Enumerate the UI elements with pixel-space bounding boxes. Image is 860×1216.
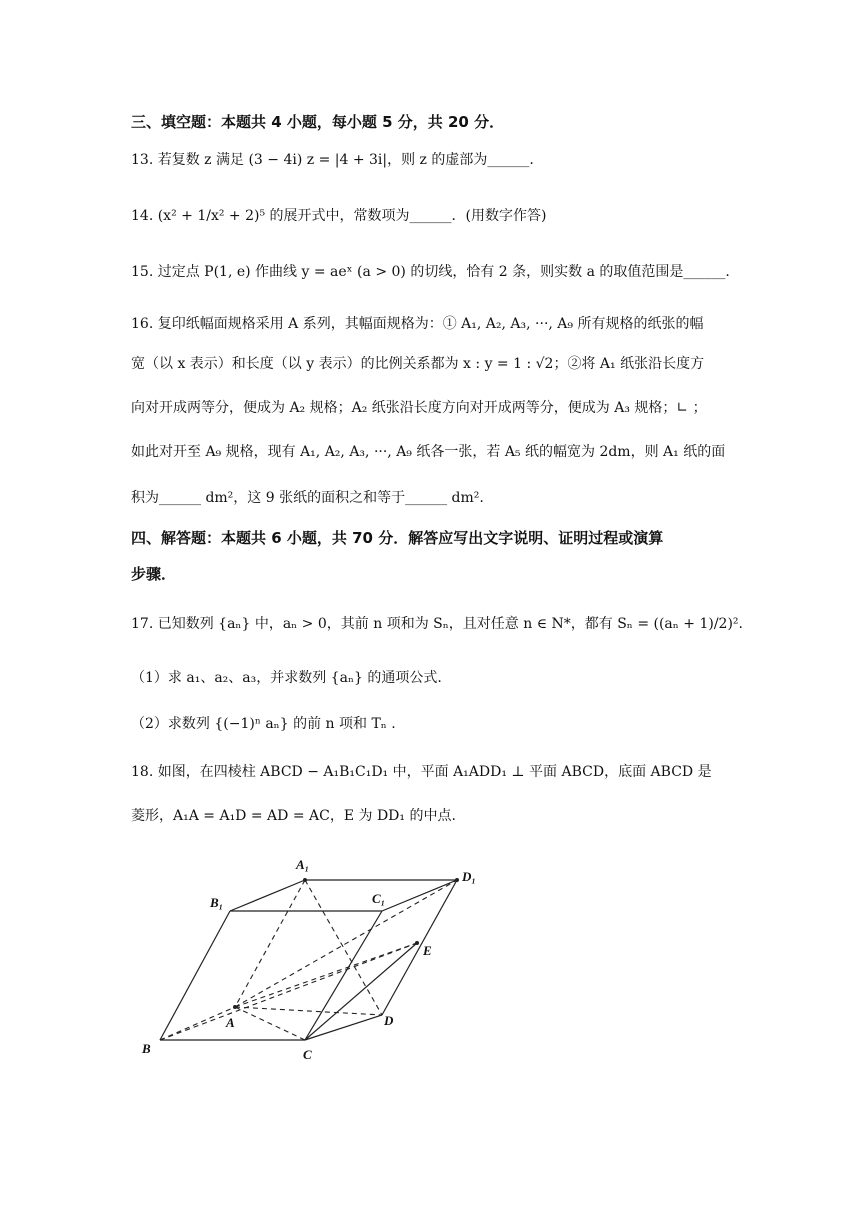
question-17: 17. 已知数列 {aₙ} 中，aₙ > 0，其前 n 项和为 Sₙ，且对任意 n ∈ N*，都有 Sₙ = ((aₙ + 1)/2)². [131,616,743,632]
question-17-part-2: （2）求数列 {(−1)ⁿ aₙ} 的前 n 项和 Tₙ . [131,716,396,732]
label-a: A [226,1015,235,1030]
label-c1: C₁ [372,891,386,906]
edge-a-e [235,943,417,1007]
point-e [415,941,419,945]
question-18-line-1: 18. 如图，在四棱柱 ABCD − A₁B₁C₁D₁ 中，平面 A₁ADD₁ ⊥ 平面 ABCD，底面 ABCD 是 [131,764,712,780]
question-14: 14. (x² + 1/x² + 2)⁵ 的展开式中，常数项为______．(用数字作答) [131,208,547,224]
question-17-part-1: （1）求 a₁、a₂、a₃，并求数列 {aₙ} 的通项公式. [131,670,442,686]
section4-heading-line-1: 四、解答题：本题共 6 小题，共 70 分．解答应写出文字说明、证明过程或演算 [131,529,664,547]
label-c: C [303,1047,312,1062]
edge-a1-d [305,880,382,1015]
question-13: 13. 若复数 z 满足 (3 − 4i) z = |4 + 3i|，则 z 的虚部为______. [131,152,534,168]
label-b1: B₁ [210,895,224,910]
edge-c-d [305,1015,382,1040]
edge-a-c [235,1007,305,1040]
label-d: D [384,1013,394,1028]
edge-a1-a [235,880,305,1007]
question-15: 15. 过定点 P(1, e) 作曲线 y = aeˣ (a > 0) 的切线，恰有 2 条，则实数 a 的取值范围是______. [131,264,730,280]
edge-b-e [160,943,417,1040]
label-d1: D₁ [462,869,476,884]
section3-heading: 三、填空题：本题共 4 小题，每小题 5 分，共 20 分． [131,113,505,131]
point-a [233,1005,237,1009]
edge-d1-d [382,880,457,1015]
edge-c1-d1 [382,880,457,911]
point-a1 [303,878,307,882]
question-18-line-2: 菱形，A₁A = A₁D = AD = AC，E 为 DD₁ 的中点. [131,808,456,824]
edge-b1-b [160,911,230,1040]
question-16-line-1: 16. 复印纸幅面规格采用 A 系列，其幅面规格为：① A₁, A₂, A₃, ···, A₉ 所有规格的纸张的幅 [131,316,704,332]
question-16-line-5: 积为______ dm²，这 9 张纸的面积之和等于______ dm². [131,490,484,506]
edge-a-d [235,1007,382,1015]
edge-b1-a1 [230,880,305,911]
prism-figure [120,845,480,1075]
edge-c1-c [305,911,382,1040]
label-e: E [423,943,432,958]
label-b: B [142,1041,151,1056]
question-16-line-3: 向对开成两等分，便成为 A₂ 规格；A₂ 纸张沿长度方向对开成两等分，便成为 A₃ 规格；∟ ； [131,400,707,416]
label-a1: A₁ [296,857,310,872]
point-d1 [455,878,459,882]
edge-b-a [160,1007,235,1040]
question-16-line-2: 宽（以 x 表示）和长度（以 y 表示）的比例关系都为 x : y = 1 : √2；②将 A₁ 纸张沿长度方 [131,356,705,372]
section4-heading-line-2: 步骤． [131,565,177,583]
question-16-line-4: 如此对开至 A₉ 规格，现有 A₁, A₂, A₃, ···, A₉ 纸各一张，若 A₅ 纸的幅宽为 2dm，则 A₁ 纸的面 [131,444,726,460]
